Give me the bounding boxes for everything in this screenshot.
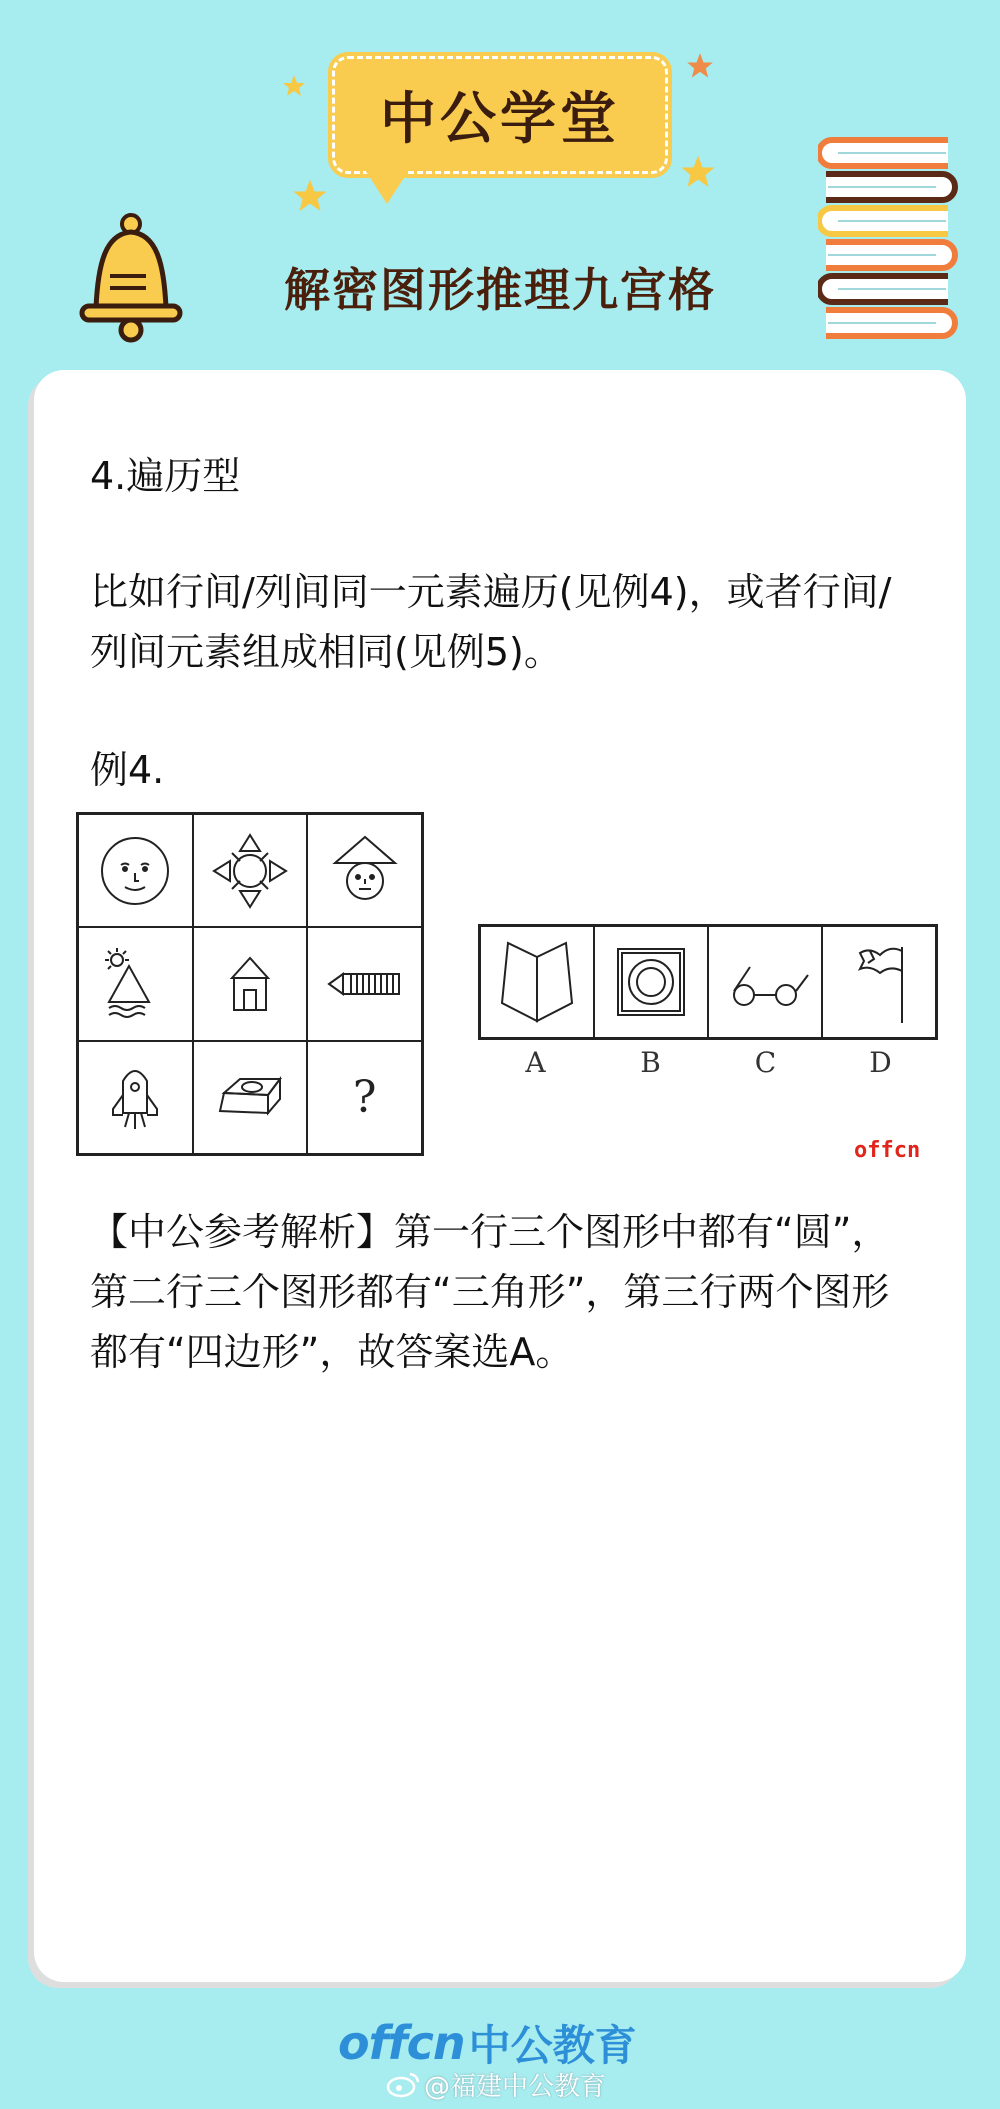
option-label: D — [869, 1046, 892, 1079]
rocket-figure — [95, 1057, 175, 1137]
grid-cell — [193, 1041, 308, 1154]
weibo-icon — [386, 2070, 420, 2098]
pencil-figure — [325, 944, 405, 1024]
house-figure — [210, 944, 290, 1024]
star-icon — [680, 154, 716, 190]
answer-options — [478, 924, 938, 1040]
open-book-figure — [492, 937, 582, 1027]
option-a[interactable] — [480, 926, 594, 1038]
grid-cell — [307, 927, 422, 1040]
books-icon — [818, 136, 958, 346]
analysis-paragraph: 【中公参考解析】第一行三个图形中都有“圆”，第二行三个图形都有“三角形”，第三行两个图形都有“四边形”，故答案选A。 — [90, 1210, 890, 1374]
circle-with-arrows-figure — [210, 831, 290, 911]
page-subtitle: 解密图形推理九宫格 — [284, 263, 716, 317]
question-mark: ? — [352, 1071, 377, 1123]
grid-cell — [78, 927, 193, 1040]
section-heading: 4.遍历型 — [90, 454, 241, 498]
grid-cell — [193, 814, 308, 927]
option-d[interactable] — [822, 926, 936, 1038]
weibo-handle-text: @福建中公教育 — [424, 2071, 607, 2102]
star-icon — [686, 52, 714, 80]
option-label: C — [754, 1046, 777, 1079]
intro-paragraph: 比如行间/列间同一元素遍历(见例4)，或者行间/列间元素组成相同(见例5)。 — [90, 570, 892, 674]
puzzle-grid — [76, 812, 424, 1156]
option-labels — [478, 1046, 938, 1079]
logo-cn: 中公教育 — [468, 2021, 637, 2070]
example-label: 例4. — [90, 748, 165, 792]
flag-figure — [834, 937, 924, 1027]
star-icon — [282, 74, 306, 98]
logo-en: offcn — [338, 2016, 465, 2070]
option-b[interactable] — [594, 926, 708, 1038]
face-circle-figure — [95, 831, 175, 911]
option-label: A — [525, 1046, 546, 1079]
brand-title: 中公学堂 — [380, 87, 620, 152]
weibo-handle — [386, 2066, 626, 2102]
grid-cell — [307, 814, 422, 927]
grid-cell — [193, 927, 308, 1040]
grid-cell — [78, 814, 193, 927]
glasses-figure — [720, 937, 810, 1027]
grid-cell-question — [307, 1041, 422, 1154]
grid-cell — [78, 1041, 193, 1154]
square-with-rings-figure — [606, 937, 696, 1027]
bubble-tail — [365, 170, 409, 204]
watermark: offcn — [854, 1138, 921, 1163]
box-with-circle-figure — [210, 1057, 290, 1137]
star-icon — [292, 178, 328, 214]
hat-face-figure — [325, 831, 405, 911]
bell-icon — [76, 212, 186, 344]
option-c[interactable] — [708, 926, 822, 1038]
offcn-logo — [338, 2018, 668, 2068]
brand-badge — [332, 56, 668, 174]
option-label: B — [640, 1046, 661, 1079]
mountain-sun-figure — [95, 944, 175, 1024]
